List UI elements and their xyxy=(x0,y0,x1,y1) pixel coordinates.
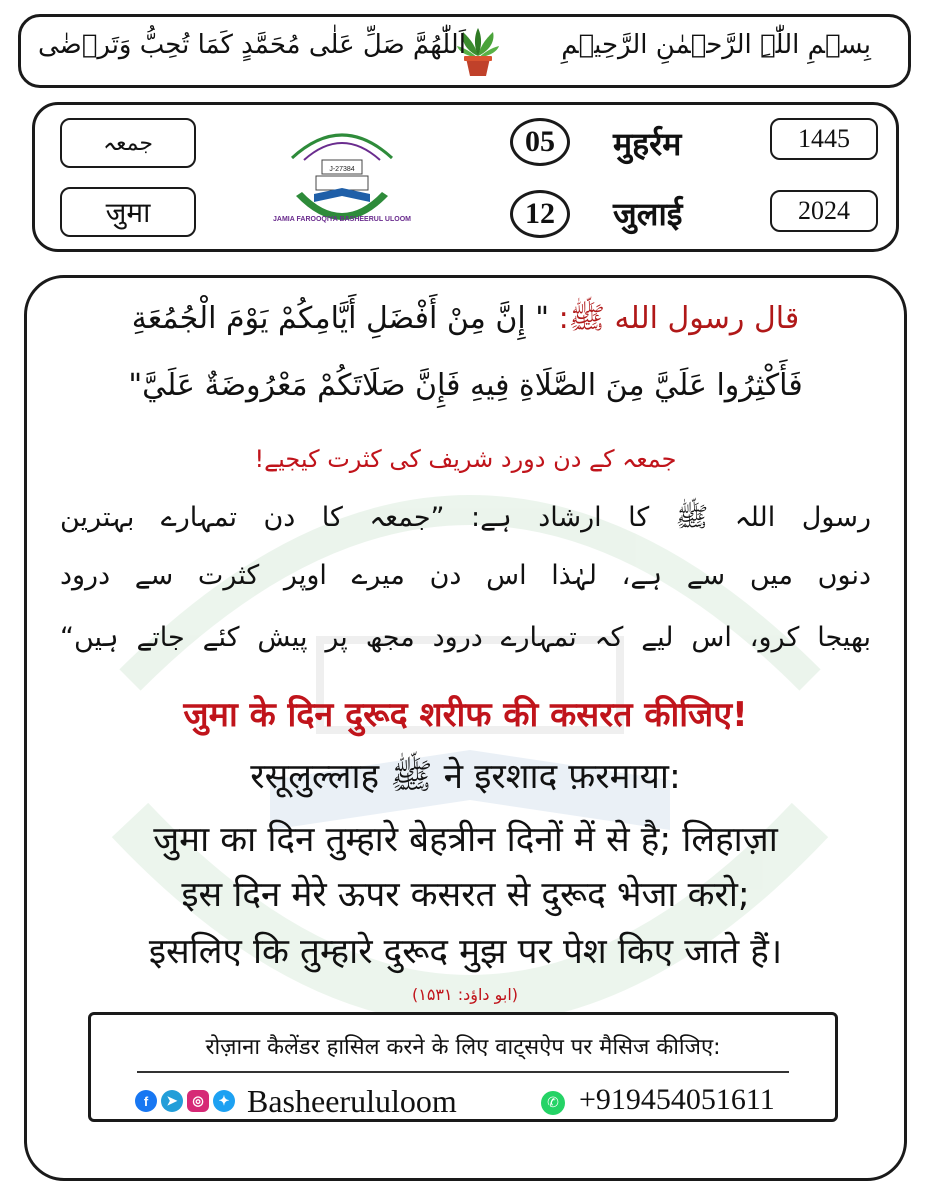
urdu-line-1: رسول اللہ ﷺ کا ارشاد ہے: ”جمعہ کا دن تمہارے بہترین xyxy=(60,502,871,533)
contact-footer xyxy=(88,1012,838,1122)
logo-text: JAMIA FAROOQIYA BASHEERUL ULOOM xyxy=(273,216,411,223)
gregorian-year: 2024 xyxy=(770,190,878,232)
hijri-day: 05 xyxy=(510,118,570,166)
social-icons-row xyxy=(135,1083,457,1119)
day-hindi: जुमा xyxy=(60,187,196,237)
whatsapp-phone[interactable]: +919454051611 xyxy=(579,1083,775,1116)
footer-instruction: रोज़ाना कैलेंडर हासिल करने के लिए वाट्सऐप पर मैसिज कीजिए: xyxy=(205,1035,721,1060)
urdu-line-3: بھیجا کرو، اس لیے کہ تمہارے درود مجھ پر پیش کئے جاتے ہیں“ xyxy=(60,622,871,653)
hadith-reference: (ابو داؤد: ۱۵۳۱) xyxy=(411,985,518,1004)
salawat-text: اَللّٰهُمَّ صَلِّ عَلٰی مُحَمَّدٍ کَمَا تُحِبُّ وَتَرۡضٰی xyxy=(38,30,466,60)
institution-logo xyxy=(273,118,411,236)
hindi-line-3: इस दिन मेरे ऊपर कसरत से दुरूद भेजा करो; xyxy=(181,875,750,915)
urdu-heading: جمعہ کے دن دورد شریف کی کثرت کیجیے! xyxy=(254,445,677,473)
hadith-arabic-line-1 xyxy=(60,300,871,343)
hindi-heading: जुमा के दिन दुरूद शरीफ की कसरत कीजिए! xyxy=(183,695,748,735)
hijri-month: मुहर्रम xyxy=(613,125,682,163)
gregorian-day: 12 xyxy=(510,190,570,238)
logo-registration: J-27384 xyxy=(329,166,355,173)
hindi-line-2: जुमा का दिन तुम्हारे बेहत्रीन दिनों में से है; लिहाज़ा xyxy=(153,820,778,860)
hadith-arabic-intro: قال رسول الله ﷺ: xyxy=(558,301,800,336)
telegram-icon[interactable]: ➤ xyxy=(161,1090,183,1112)
hijri-year: 1445 xyxy=(770,118,878,160)
day-urdu: جمعہ xyxy=(60,118,196,168)
hadith-arabic-line-2: فَأَكْثِرُوا عَلَيَّ مِنَ الصَّلَاةِ فِيهِ فَإِنَّ صَلَاتَكُمْ مَعْرُوضَةٌ عَلَيَّ" xyxy=(128,368,803,403)
footer-divider xyxy=(137,1071,789,1073)
bismillah-text: بِسۡمِ اللّٰہِ الرَّحۡمٰنِ الرَّحِیۡمِ xyxy=(561,30,871,60)
twitter-icon[interactable]: ✦ xyxy=(213,1090,235,1112)
hindi-line-1: रसूलुल्लाह ﷺ ने इरशाद फ़रमाया: xyxy=(250,757,681,797)
instagram-icon[interactable]: ◎ xyxy=(187,1090,209,1112)
gregorian-month: जुलाई xyxy=(613,195,683,233)
facebook-icon[interactable]: f xyxy=(135,1090,157,1112)
hadith-arabic-text-1: " إِنَّ مِنْ أَفْضَلِ أَيَّامِكُمْ يَوْمَ الْجُمُعَةِ xyxy=(131,301,550,336)
whatsapp-icon[interactable]: ✆ xyxy=(541,1091,565,1115)
hindi-line-4: इसलिए कि तुम्हारे दुरूद मुझ पर पेश किए जाते हैं। xyxy=(148,932,783,972)
social-handle[interactable]: Basheerululoom xyxy=(247,1082,457,1119)
urdu-line-2: دنوں میں سے ہے، لہٰذا اس دن میرے اوپر کثرت سے درود xyxy=(60,560,871,591)
